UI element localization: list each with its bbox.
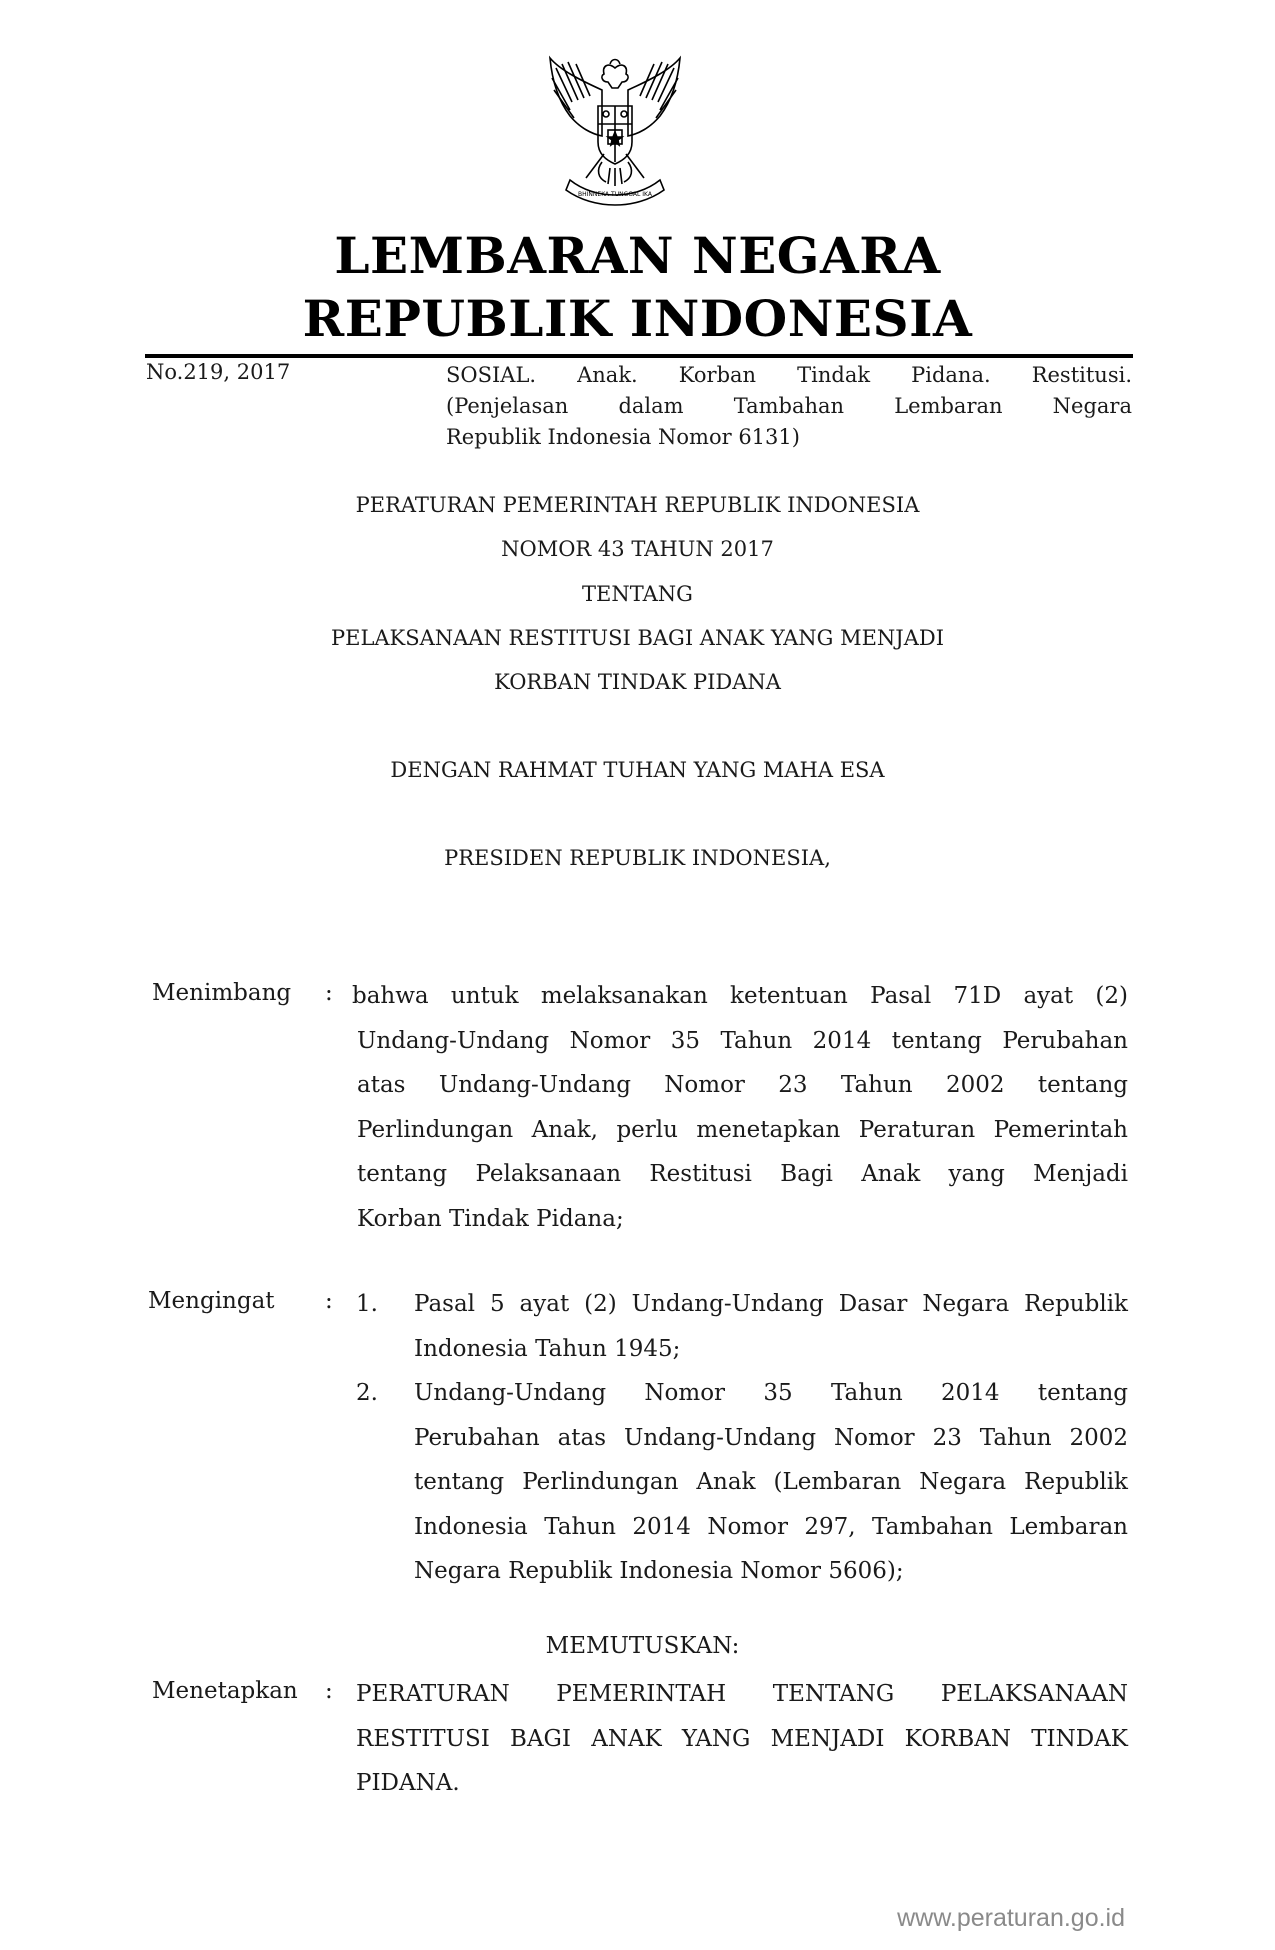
subject-line: Republik Indonesia Nomor 6131) <box>446 425 800 449</box>
menimbang-colon: : <box>325 980 333 1006</box>
regulation-number: NOMOR 43 TAHUN 2017 <box>501 537 774 561</box>
regulation-type: PERATURAN PEMERINTAH REPUBLIK INDONESIA <box>355 493 920 517</box>
mengingat-line: Indonesia Tahun 2014 Nomor 297, Tambahan Lembaran <box>414 1513 1128 1540</box>
president: PRESIDEN REPUBLIK INDONESIA, <box>444 846 831 870</box>
regulation-title-line2: KORBAN TINDAK PIDANA <box>494 670 781 694</box>
mengingat-line: tentang Perlindungan Anak (Lembaran Negara Republik <box>414 1469 1128 1495</box>
menimbang-line: bahwa untuk melaksanakan ketentuan Pasal 71D ayat (2) <box>352 983 1128 1009</box>
regulation-title-line1: PELAKSANAAN RESTITUSI BAGI ANAK YANG MENJADI <box>330 626 945 650</box>
mengingat-line: Indonesia Tahun 1945; <box>414 1335 681 1362</box>
menimbang-line: atas Undang-Undang Nomor 23 Tahun 2002 tentang <box>357 1072 1128 1098</box>
gazette-subject <box>446 360 1132 453</box>
menetapkan-label: Menetapkan <box>152 1678 298 1704</box>
mengingat-line: Perubahan atas Undang-Undang Nomor 23 Tahun 2002 <box>414 1424 1128 1451</box>
mengingat-item-1 <box>414 1282 1128 1371</box>
menetapkan-text <box>356 1672 1128 1806</box>
mengingat-line: Negara Republik Indonesia Nomor 5606); <box>414 1558 904 1584</box>
menimbang-text <box>352 974 1128 1241</box>
gazette-number: No.219, 2017 <box>146 360 291 384</box>
menimbang-line: tentang Pelaksanaan Restitusi Bagi Anak yang Menjadi <box>357 1161 1128 1187</box>
gazette-title-line1: LEMBARAN NEGARA <box>334 226 941 285</box>
regulation-about: TENTANG <box>582 582 693 606</box>
mengingat-item-number: 2. <box>356 1380 378 1406</box>
memutuskan-heading: MEMUTUSKAN: <box>545 1633 740 1659</box>
svg-text:BHINNEKA TUNGGAL IKA: BHINNEKA TUNGGAL IKA <box>578 191 652 198</box>
mengingat-item-2 <box>414 1371 1128 1594</box>
garuda-emblem-icon <box>540 50 690 210</box>
title-divider <box>145 354 1133 358</box>
mengingat-item-number: 1. <box>356 1291 378 1317</box>
mengingat-line: Pasal 5 ayat (2) Undang-Undang Dasar Negara Republik <box>414 1291 1128 1317</box>
gazette-title-line2: REPUBLIK INDONESIA <box>302 289 973 348</box>
menetapkan-line: PIDANA. <box>356 1770 460 1796</box>
subject-line: (Penjelasan dalam Tambahan Lembaran Negara <box>446 394 1132 418</box>
blessing: DENGAN RAHMAT TUHAN YANG MAHA ESA <box>390 758 885 782</box>
menimbang-line: Perlindungan Anak, perlu menetapkan Peraturan Pemerintah <box>357 1116 1128 1143</box>
menetapkan-line: PERATURAN PEMERINTAH TENTANG PELAKSANAAN <box>356 1681 1128 1707</box>
subject-line: SOSIAL. Anak. Korban Tindak Pidana. Restitusi. <box>446 363 1132 387</box>
menimbang-line: Undang-Undang Nomor 35 Tahun 2014 tentang Perubahan <box>357 1027 1128 1054</box>
mengingat-colon: : <box>325 1288 333 1314</box>
source-website: www.peraturan.go.id <box>897 1904 1125 1932</box>
menetapkan-colon: : <box>325 1678 333 1704</box>
menimbang-line: Korban Tindak Pidana; <box>357 1205 624 1232</box>
menimbang-label: Menimbang <box>152 980 292 1006</box>
mengingat-line: Undang-Undang Nomor 35 Tahun 2014 tentang <box>414 1380 1128 1406</box>
menetapkan-line: RESTITUSI BAGI ANAK YANG MENJADI KORBAN TINDAK <box>356 1725 1128 1752</box>
mengingat-label: Mengingat <box>148 1288 275 1314</box>
